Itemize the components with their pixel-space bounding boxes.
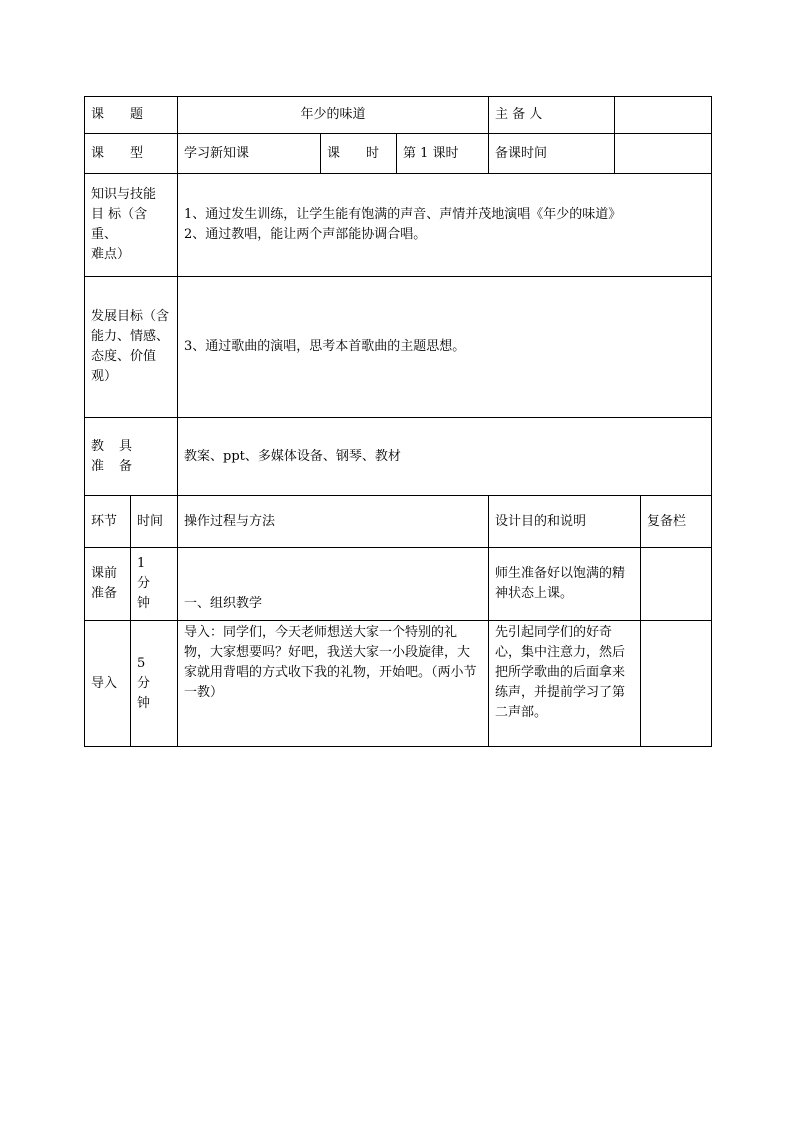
- time-cell: 5 分 钟: [131, 621, 178, 747]
- review-cell: [641, 548, 712, 621]
- host-label: 主 备 人: [489, 97, 615, 134]
- type-row: [85, 134, 712, 174]
- knowledge-goal-label: 知识与技能 目 标（含重、 难点）: [85, 174, 178, 277]
- development-goal-label: 发展目标（含 能力、情感、 态度、价值观）: [85, 277, 178, 418]
- type-label: 课 型: [85, 134, 178, 174]
- review-header: 复备栏: [641, 496, 712, 548]
- knowledge-goal-row: [85, 174, 712, 277]
- prep-time-value: [615, 134, 712, 174]
- topic-row: [85, 97, 712, 134]
- topic-value: 年少的味道: [178, 97, 489, 134]
- prep-time-label: 备课时间: [489, 134, 615, 174]
- period-label: 课 时: [321, 134, 397, 174]
- section-cell: 导入: [85, 621, 131, 747]
- section-cell: 课前 准备: [85, 548, 131, 621]
- table-row: [85, 548, 712, 621]
- method-header: 操作过程与方法: [178, 496, 489, 548]
- purpose-header: 设计目的和说明: [489, 496, 641, 548]
- period-value: 第 1 课时: [397, 134, 489, 174]
- table-row: [85, 621, 712, 747]
- process-header-row: [85, 496, 712, 548]
- lesson-plan-table: [84, 96, 712, 747]
- purpose-cell: 师生准备好以饱满的精神状态上课。: [489, 548, 641, 621]
- development-goal-row: [85, 277, 712, 418]
- tools-label: 教 具 准 备: [85, 418, 178, 496]
- tools-row: [85, 418, 712, 496]
- time-cell: 1 分 钟: [131, 548, 178, 621]
- section-header: 环节: [85, 496, 131, 548]
- purpose-cell: 先引起同学们的好奇心，集中注意力，然后把所学歌曲的后面拿来练声，并提前学习了第二声部。: [489, 621, 641, 747]
- review-cell: [641, 621, 712, 747]
- development-goal-text: 3、通过歌曲的演唱，思考本首歌曲的主题思想。: [178, 277, 712, 418]
- type-value: 学习新知课: [178, 134, 321, 174]
- knowledge-goal-text: 1、通过发生训练，让学生能有饱满的声音、声情并茂地演唱《年少的味道》 2、通过教唱，能让两个声部能协调合唱。: [178, 174, 712, 277]
- time-header: 时间: [131, 496, 178, 548]
- method-cell: 一、组织教学: [178, 548, 489, 621]
- method-cell: 导入：同学们，今天老师想送大家一个特别的礼物，大家想要吗？好吧，我送大家一小段旋律，大家就用背唱的方式收下我的礼物，开始吧。（两小节一教）: [178, 621, 489, 747]
- topic-label: 课 题: [85, 97, 178, 134]
- host-value: [615, 97, 712, 134]
- tools-text: 教案、ppt、多媒体设备、钢琴、教材: [178, 418, 712, 496]
